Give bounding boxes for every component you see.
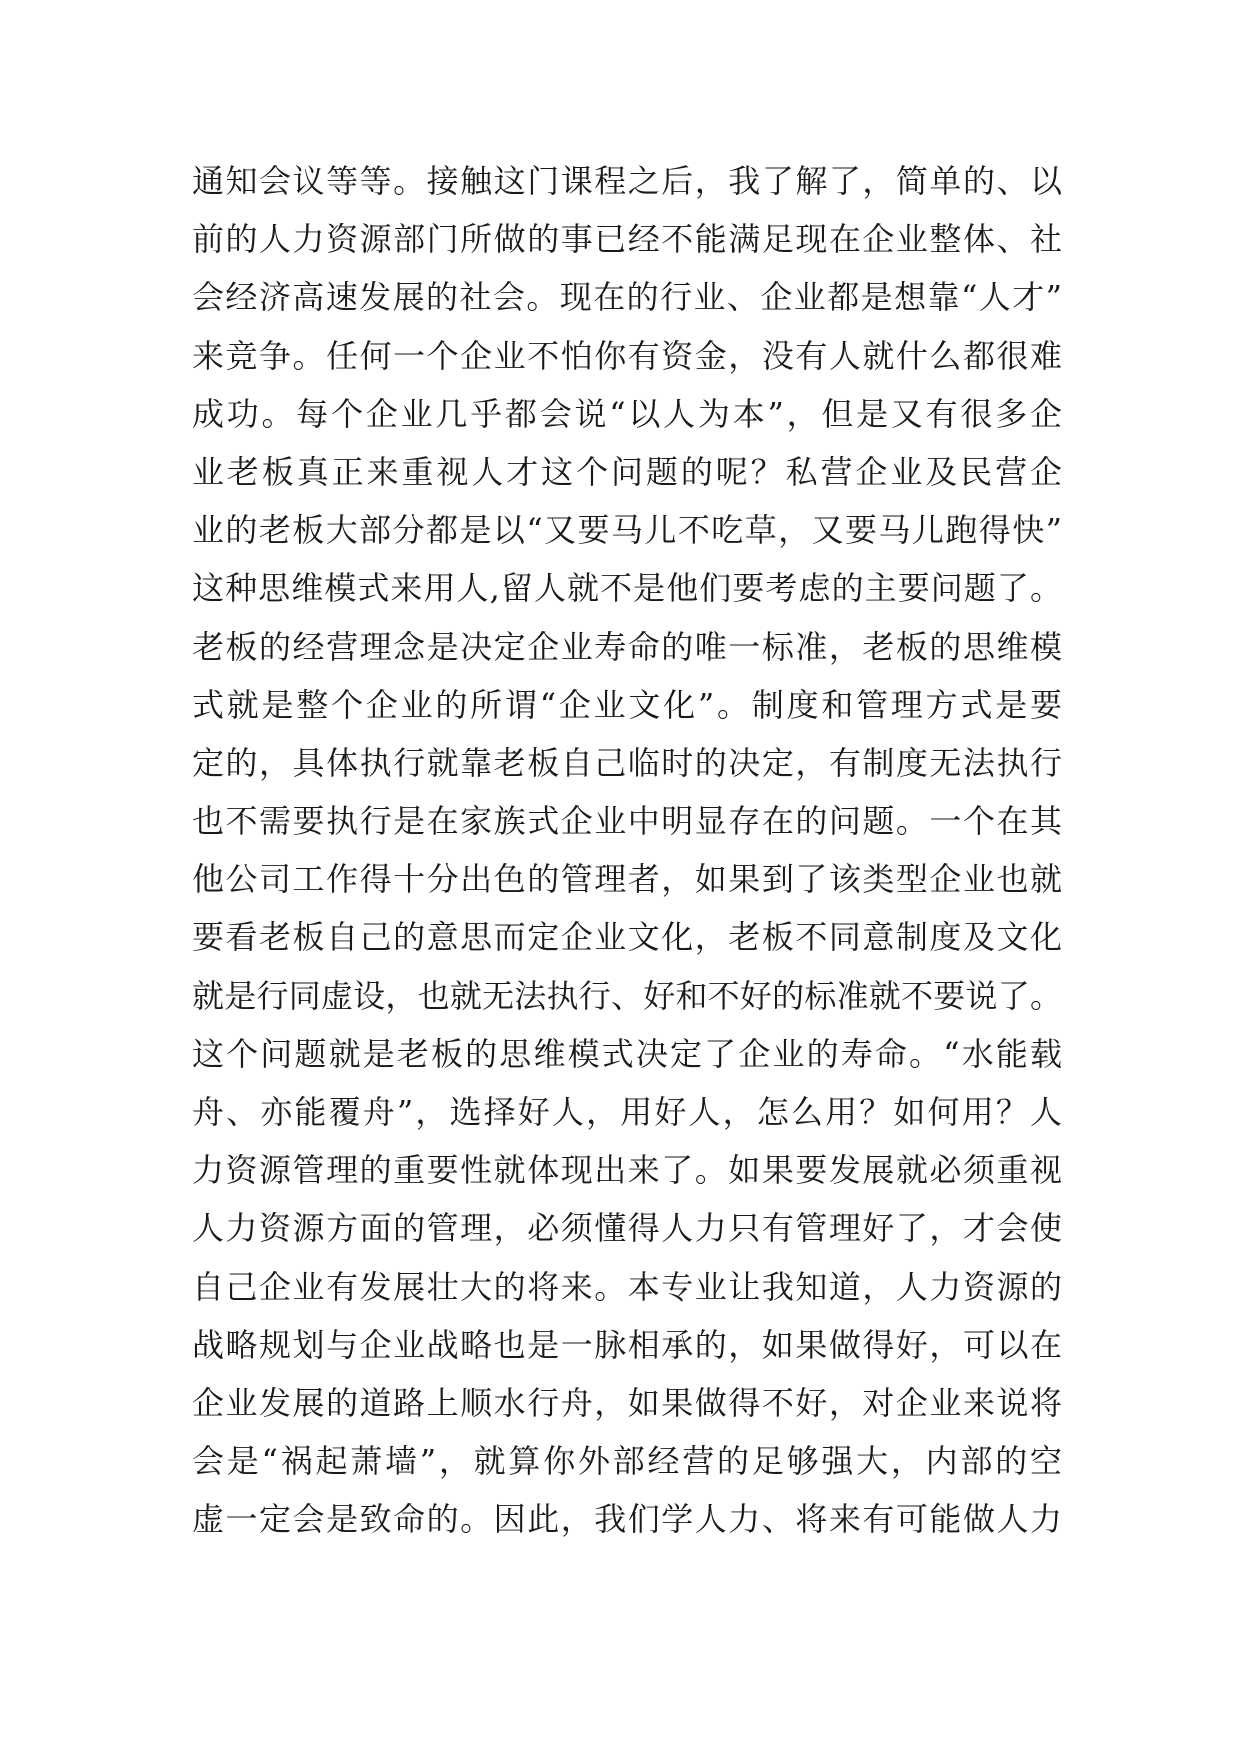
text-line: 这种思维模式来用人,留人就不是他们要考虑的主要问题了。 <box>192 569 1062 608</box>
text-line: 会是“祸起萧墙”，就算你外部经营的足够强大，内部的空 <box>192 1442 1062 1481</box>
text-line: 式就是整个企业的所谓“企业文化”。制度和管理方式是要 <box>192 685 1062 724</box>
text-line: 虚一定会是致命的。因此，我们学人力、将来有可能做人力 <box>192 1500 1062 1539</box>
text-line: 业老板真正来重视人才这个问题的呢？私营企业及民营企 <box>192 452 1062 491</box>
text-line: 会经济高速发展的社会。现在的行业、企业都是想靠“人才” <box>192 278 1062 317</box>
text-line: 这个问题就是老板的思维模式决定了企业的寿命。“水能载 <box>192 1034 1062 1073</box>
body-text <box>192 152 1062 1549</box>
text-line: 成功。每个企业几乎都会说“以人为本”，但是又有很多企 <box>192 394 1062 433</box>
text-line: 就是行同虚设，也就无法执行、好和不好的标准就不要说了。 <box>192 976 1062 1015</box>
text-line: 前的人力资源部门所做的事已经不能满足现在企业整体、社 <box>192 220 1062 259</box>
text-line: 通知会议等等。接触这门课程之后，我了解了，简单的、以 <box>192 162 1062 200</box>
text-line: 人力资源方面的管理，必须懂得人力只有管理好了，才会使 <box>192 1209 1062 1248</box>
text-line: 定的，具体执行就靠老板自己临时的决定，有制度无法执行 <box>192 743 1062 782</box>
text-line: 业的老板大部分都是以“又要马儿不吃草，又要马儿跑得快” <box>192 511 1062 550</box>
text-line: 战略规划与企业战略也是一脉相承的，如果做得好，可以在 <box>192 1325 1062 1364</box>
text-line: 自己企业有发展壮大的将来。本专业让我知道，人力资源的 <box>192 1267 1062 1306</box>
text-line: 也不需要执行是在家族式企业中明显存在的问题。一个在其 <box>192 802 1062 841</box>
text-line: 他公司工作得十分出色的管理者，如果到了该类型企业也就 <box>192 860 1062 899</box>
text-line: 来竞争。任何一个企业不怕你有资金，没有人就什么都很难 <box>192 336 1062 375</box>
text-line: 舟、亦能覆舟”，选择好人，用好人，怎么用？如何用？人 <box>192 1093 1062 1131</box>
text-line: 力资源管理的重要性就体现出来了。如果要发展就必须重视 <box>192 1151 1062 1190</box>
text-line: 老板的经营理念是决定企业寿命的唯一标准，老板的思维模 <box>192 627 1062 666</box>
text-line: 企业发展的道路上顺水行舟，如果做得不好，对企业来说将 <box>192 1383 1062 1422</box>
text-line: 要看老板自己的意思而定企业文化，老板不同意制度及文化 <box>192 918 1062 957</box>
